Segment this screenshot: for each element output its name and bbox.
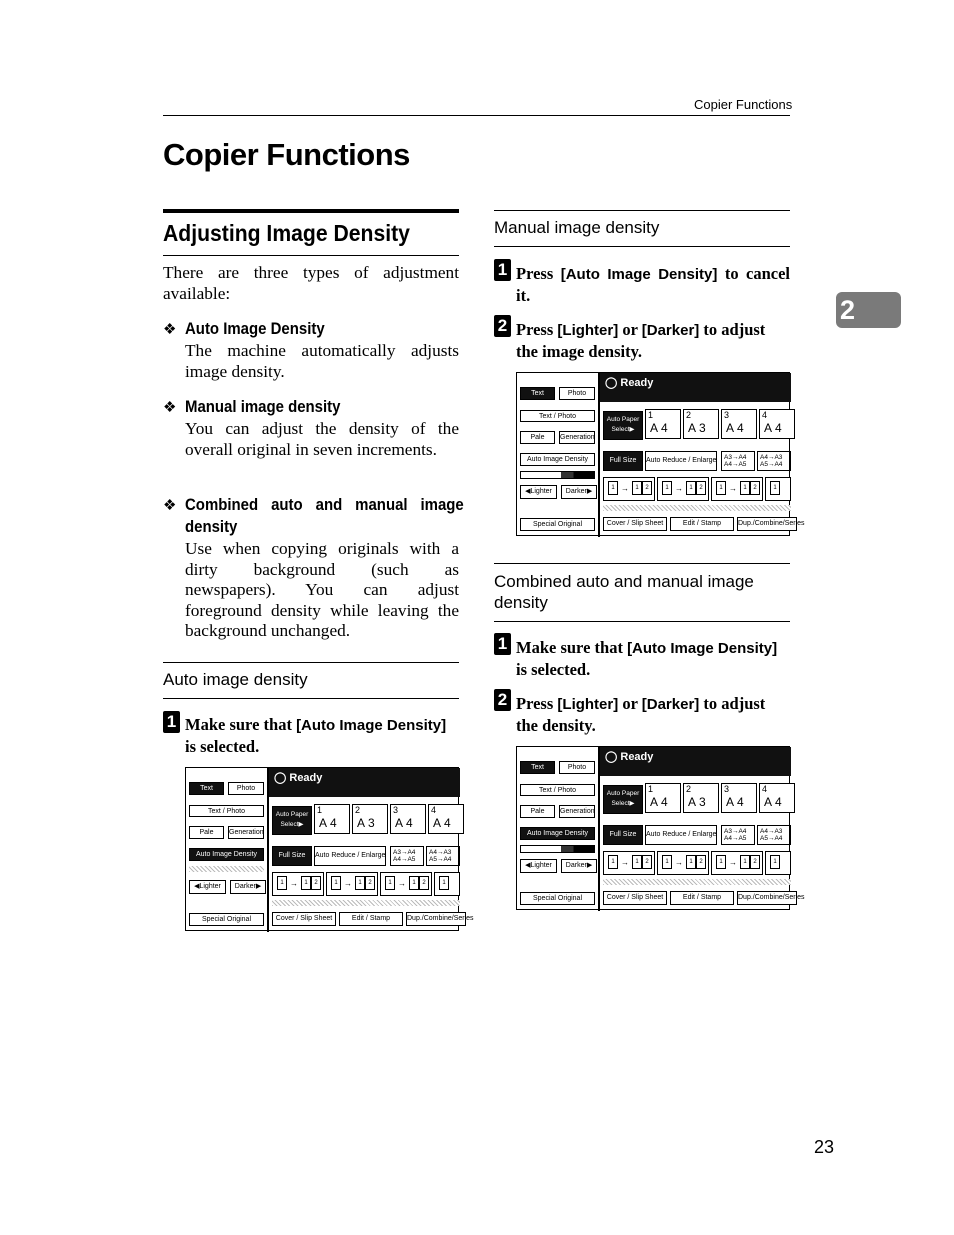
lighter-arrow-icon: ◀ bbox=[525, 862, 531, 869]
photo-mode-button[interactable]: Photo bbox=[559, 761, 595, 774]
ratio-button[interactable]: A3→A4 A4→A5 bbox=[721, 825, 755, 845]
auto-paper-select-button[interactable]: Auto Paper Select▶ bbox=[272, 806, 312, 835]
density-scale bbox=[520, 845, 595, 853]
step-number: 1 bbox=[494, 633, 511, 655]
step-number: 1 bbox=[163, 711, 180, 733]
darker-button[interactable] bbox=[230, 880, 266, 894]
bullet-marker: ❖ bbox=[163, 497, 177, 514]
step-text: Make sure that [Auto Image Density] is selected. bbox=[185, 715, 447, 756]
page-title: Copier Functions bbox=[163, 137, 410, 172]
darker-label: Darker bbox=[565, 488, 587, 495]
book-mode[interactable]: 1 bbox=[765, 851, 791, 875]
duplex-mode-1-2[interactable]: 1 → 1 2 bbox=[603, 851, 655, 875]
dup-combine-series-button[interactable]: Dup./Combine/Series bbox=[737, 891, 797, 905]
subsection-rule bbox=[163, 662, 459, 663]
darker-label: Darker bbox=[234, 883, 256, 890]
ratio-button[interactable]: A4→A3 A5→A4 bbox=[426, 846, 460, 866]
text-mode-button[interactable]: Text bbox=[520, 387, 555, 400]
auto-reduce-enlarge-button[interactable]: Auto Reduce / Enlarge bbox=[645, 451, 717, 471]
ratio-button[interactable]: A3→A4 A4→A5 bbox=[390, 846, 424, 866]
duplex-mode-1-2[interactable]: 1 → 1 2 bbox=[603, 477, 655, 501]
panel-separator bbox=[603, 879, 791, 885]
bullet-text: You can adjust the density of the overall original in seven increments. bbox=[185, 419, 459, 459]
section-top-rule bbox=[163, 209, 459, 213]
text-mode-button[interactable]: Text bbox=[520, 761, 555, 774]
panel-separator bbox=[272, 900, 460, 906]
pale-button[interactable]: Pale bbox=[520, 805, 555, 818]
ratio-button[interactable]: A4→A3 A5→A4 bbox=[757, 451, 791, 471]
duplex-mode-1-2[interactable]: 1 → 1 2 bbox=[272, 872, 324, 896]
step-number: 2 bbox=[494, 315, 511, 337]
intro-text: There are three types of adjustment available: bbox=[163, 263, 459, 303]
darker-label: Darker bbox=[565, 862, 587, 869]
auto-reduce-enlarge-button[interactable]: Auto Reduce / Enlarge bbox=[314, 846, 386, 866]
darker-arrow-icon: ▶ bbox=[586, 862, 593, 869]
edit-stamp-button[interactable]: Edit / Stamp bbox=[670, 891, 734, 905]
lighter-label: Lighter bbox=[530, 488, 552, 495]
paper-tray-1[interactable]: 1 A4 bbox=[645, 409, 681, 439]
subsection-heading: Combined auto and manual image density bbox=[494, 572, 754, 612]
ratio-button[interactable]: A3→A4 A4→A5 bbox=[721, 451, 755, 471]
bullet-heading-cont: density bbox=[185, 517, 238, 536]
running-header: Copier Functions bbox=[694, 97, 793, 112]
panel-separator bbox=[603, 505, 791, 511]
edit-stamp-button[interactable]: Edit / Stamp bbox=[670, 517, 734, 531]
paper-tray-4[interactable]: 4 A4 bbox=[759, 783, 795, 813]
auto-image-density-button[interactable]: Auto Image Density bbox=[520, 453, 595, 466]
section-title: Adjusting Image Density bbox=[163, 220, 410, 246]
subsection-rule bbox=[494, 246, 790, 247]
generation-button[interactable]: Generation bbox=[228, 826, 264, 839]
bullet-marker: ❖ bbox=[163, 321, 177, 338]
book-mode[interactable]: 1 bbox=[434, 872, 460, 896]
bullet-heading: Combined auto and manual image bbox=[185, 495, 464, 514]
paper-tray-3[interactable]: 3 A4 bbox=[721, 409, 757, 439]
bullet-heading: Manual image density bbox=[185, 397, 341, 416]
density-scale bbox=[189, 866, 264, 872]
duplex-mode-2-2[interactable]: 1 → 1 2 bbox=[657, 477, 709, 501]
section-bottom-rule bbox=[163, 255, 459, 256]
pale-button[interactable]: Pale bbox=[189, 826, 224, 839]
combine-mode[interactable]: 1 → 1 2 bbox=[711, 851, 763, 875]
combine-mode[interactable]: 1 → 1 2 bbox=[711, 477, 763, 501]
page-number: 23 bbox=[814, 1137, 835, 1157]
step-number: 1 bbox=[494, 259, 511, 281]
auto-image-density-button[interactable]: Auto Image Density bbox=[189, 848, 264, 861]
auto-image-density-button[interactable]: Auto Image Density bbox=[520, 827, 595, 840]
lighter-label: Lighter bbox=[199, 883, 221, 890]
copier-panel bbox=[516, 372, 805, 536]
lighter-button[interactable] bbox=[520, 485, 557, 499]
lighter-arrow-icon: ◀ bbox=[525, 488, 531, 495]
darker-arrow-icon: ▶ bbox=[255, 883, 262, 890]
chapter-tab: 2 bbox=[836, 292, 901, 328]
bullet-marker: ❖ bbox=[163, 399, 177, 416]
generation-button[interactable]: Generation bbox=[559, 431, 595, 444]
photo-mode-button[interactable]: Photo bbox=[228, 782, 264, 795]
cover-slip-sheet-button[interactable]: Cover / Slip Sheet bbox=[603, 517, 667, 531]
subsection-rule bbox=[494, 621, 790, 622]
lighter-button[interactable] bbox=[520, 859, 557, 873]
bullet-text: The machine automatically adjusts image density. bbox=[185, 341, 459, 381]
combine-mode[interactable]: 1 → 1 2 bbox=[380, 872, 432, 896]
paper-tray-4[interactable]: 4 A4 bbox=[428, 804, 464, 834]
darker-arrow-icon: ▶ bbox=[586, 488, 593, 495]
lighter-button[interactable] bbox=[189, 880, 226, 894]
ready-status: ◯ Ready bbox=[605, 751, 654, 763]
subsection-heading: Auto image density bbox=[163, 670, 308, 689]
text-photo-button[interactable]: Text / Photo bbox=[520, 410, 595, 422]
text-photo-button[interactable]: Text / Photo bbox=[520, 784, 595, 796]
step-text: Press [Lighter] or [Darker] to adjust the density. bbox=[516, 694, 766, 735]
cover-slip-sheet-button[interactable]: Cover / Slip Sheet bbox=[603, 891, 667, 905]
paper-tray-3[interactable]: 3 A4 bbox=[390, 804, 426, 834]
dup-combine-series-button[interactable]: Dup./Combine/Series bbox=[737, 517, 797, 531]
full-size-button[interactable]: Full Size bbox=[272, 846, 312, 866]
darker-button[interactable] bbox=[561, 485, 597, 499]
edit-stamp-button[interactable]: Edit / Stamp bbox=[339, 912, 403, 926]
special-original-button[interactable]: Special Original bbox=[189, 913, 264, 926]
cover-slip-sheet-button[interactable]: Cover / Slip Sheet bbox=[272, 912, 336, 926]
subsection-rule bbox=[494, 563, 790, 564]
paper-tray-4[interactable]: 4 A4 bbox=[759, 409, 795, 439]
text-mode-button[interactable]: Text bbox=[189, 782, 224, 795]
subsection-heading: Manual image density bbox=[494, 218, 660, 237]
paper-tray-2[interactable]: 2 A3 bbox=[683, 783, 719, 813]
density-scale bbox=[520, 471, 595, 479]
copier-panel bbox=[516, 746, 805, 910]
lighter-label: Lighter bbox=[530, 862, 552, 869]
duplex-mode-2-2[interactable]: 1 → 1 2 bbox=[657, 851, 709, 875]
paper-tray-1[interactable]: 1 A4 bbox=[645, 783, 681, 813]
step-text: Press [Lighter] or [Darker] to adjust the image density. bbox=[516, 320, 766, 361]
subsection-rule bbox=[163, 698, 459, 699]
copier-panel bbox=[185, 767, 474, 931]
paper-tray-1[interactable]: 1 A4 bbox=[314, 804, 350, 834]
photo-mode-button[interactable]: Photo bbox=[559, 387, 595, 400]
ready-status: ◯ Ready bbox=[274, 772, 323, 784]
lighter-arrow-icon: ◀ bbox=[194, 883, 200, 890]
auto-paper-select-button[interactable]: Auto Paper Select▶ bbox=[603, 785, 643, 814]
ready-status: ◯ Ready bbox=[605, 377, 654, 389]
paper-tray-3[interactable]: 3 A4 bbox=[721, 783, 757, 813]
text-photo-button[interactable]: Text / Photo bbox=[189, 805, 264, 817]
step-number: 2 bbox=[494, 689, 511, 711]
paper-tray-2[interactable]: 2 A3 bbox=[683, 409, 719, 439]
generation-button[interactable]: Generation bbox=[559, 805, 595, 818]
step-text: Make sure that [Auto Image Density] is selected. bbox=[516, 638, 778, 679]
special-original-button[interactable]: Special Original bbox=[520, 892, 595, 905]
auto-paper-select-button[interactable]: Auto Paper Select▶ bbox=[603, 411, 643, 440]
bullet-heading: Auto Image Density bbox=[185, 319, 325, 338]
book-mode[interactable]: 1 bbox=[765, 477, 791, 501]
paper-tray-2[interactable]: 2 A3 bbox=[352, 804, 388, 834]
darker-button[interactable] bbox=[561, 859, 597, 873]
dup-combine-series-button[interactable]: Dup./Combine/Series bbox=[406, 912, 466, 926]
full-size-button[interactable]: Full Size bbox=[603, 451, 643, 471]
full-size-button[interactable]: Full Size bbox=[603, 825, 643, 845]
special-original-button[interactable]: Special Original bbox=[520, 518, 595, 531]
pale-button[interactable]: Pale bbox=[520, 431, 555, 444]
subsection-rule bbox=[494, 210, 790, 211]
auto-reduce-enlarge-button[interactable]: Auto Reduce / Enlarge bbox=[645, 825, 717, 845]
ratio-button[interactable]: A4→A3 A5→A4 bbox=[757, 825, 791, 845]
header-rule bbox=[163, 115, 790, 116]
bullet-text: Use when copying originals with a dirty background (such as newspapers). You can adjust foreground density while leaving the background unchanged. bbox=[185, 539, 459, 640]
duplex-mode-2-2[interactable]: 1 → 1 2 bbox=[326, 872, 378, 896]
step-text: Press [Auto Image Density] to cancel it. bbox=[516, 264, 790, 305]
